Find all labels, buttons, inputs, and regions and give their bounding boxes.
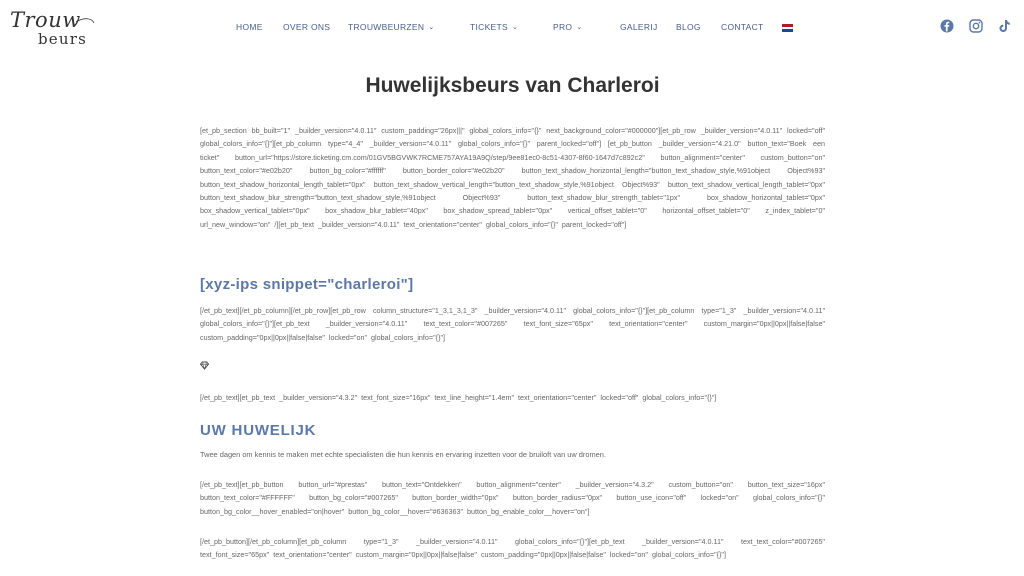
intro-text: Twee dagen om kennis te maken met echte specialisten die hun kennis en ervaring inzetten voor de bruiloft van uw dromen. — [200, 450, 606, 459]
huwelijk-heading: UW HUWELIJK — [200, 422, 317, 439]
nav-over-ons-label: OVER ONS — [283, 22, 331, 32]
nav-tickets[interactable] — [470, 22, 518, 32]
nav-blog[interactable] — [676, 22, 701, 32]
chevron-down-icon: ⌄ — [576, 24, 583, 31]
nav-home-label: HOME — [236, 22, 263, 32]
chevron-down-icon: ⌄ — [428, 24, 435, 31]
nav-blog-label: BLOG — [676, 22, 701, 32]
nav-over-ons[interactable] — [283, 22, 330, 32]
facebook-link[interactable] — [940, 19, 954, 33]
site-header — [0, 0, 1024, 56]
nav-tickets-label: TICKETS — [470, 22, 508, 32]
nav-contact-label: CONTACT — [721, 22, 764, 32]
nav-pro[interactable] — [553, 22, 583, 32]
chevron-down-icon: ⌄ — [512, 24, 519, 31]
instagram-link[interactable] — [969, 19, 983, 33]
page-title: Huwelijksbeurs van Charleroi — [365, 74, 660, 97]
nav-trouwbeurzen-label: TROUWBEURZEN — [348, 22, 425, 32]
diamond-icon — [200, 361, 209, 370]
nav-galerij-label: GALERIJ — [620, 22, 658, 32]
logo-line1: Trouw — [10, 8, 81, 32]
shortcode-block-3: [/et_pb_text][et_pb_text _builder_version="4.3.2" text_font_size="16px" text_line_height="1.4em" text_orientation="center" locked="off" global_colors_info="{}"] — [200, 393, 717, 402]
nav-trouwbeurzen[interactable] — [348, 22, 435, 32]
tiktok-icon — [998, 19, 1011, 33]
language-flag-nl[interactable] — [782, 24, 793, 32]
facebook-icon — [940, 19, 954, 33]
trouwbeurs-logo[interactable] — [10, 8, 102, 50]
snippet-heading: [xyz-ips snippet="charleroi"] — [200, 276, 414, 293]
shortcode-block-1: [et_pb_section bb_built="1" _builder_version="4.0.11" custom_padding="26px|||" global_colors_info="{}" next_background_color="#000000"][et_pb_row _builder_version="4.0.11" locked="off" global_colors_info="{}"][et_pb_column type="4_4" _builder_version="4.0.11" global_colors_info="{}" parent_locked="off"] [et_pb_button _builder_version="4.21.0" button_text="Boek een ticket" button_url="https://store.ticketing.cm.com/01GV5BGVWK7RCME757AYA19A9Q/step/9ee81ec0-8c51-4307-8f60-1647d7c892c2" button_alignment="center" custom_button="on" button_text_color="#e02b20" button_bg_color="#ffffff" button_border_color="#e02b20" button_text_shadow_horizontal_length="button_text_shadow_style,%91object Object%93" button_text_shadow_horizontal_length_tablet="0px" button_text_shadow_vertical_length="button_text_shadow_style,%91object Object%93" button_text_shadow_vertical_length_tablet="0px" button_text_shadow_blur_strength="button_text_shadow_style,%91object Object%93" button_text_shadow_blur_strength_tablet="1px" box_shadow_horizontal_tablet="0px" box_shadow_vertical_tablet="0px" box_shadow_blur_tablet="40px" box_shadow_spread_tablet="0px" vertical_offset_tablet="0" horizontal_offset_tablet="0" z_index_tablet="0" url_new_window="on" /][et_pb_text _builder_version="4.0.11" text_orientation="center" global_colors_info="{}" parent_locked="off"] — [200, 126, 825, 229]
shortcode-block-2: [/et_pb_text][/et_pb_column][/et_pb_row][et_pb_row column_structure="1_3,1_3,1_3" _builder_version="4.0.11" global_colors_info="{}"][et_pb_column type="1_3" _builder_version="4.0.11" global_colors_info="{}"][et_pb_text _builder_version="4.0.11" text_text_color="#007265" text_font_size="65px" text_orientation="center" custom_margin="0px||0px||false|false" custom_padding="0px||0px||false|false" locked="on" global_colors_info="{}"] — [200, 306, 825, 342]
nav-contact[interactable] — [721, 22, 764, 32]
logo-line2: beurs — [38, 30, 88, 48]
shortcode-block-4: [/et_pb_text][et_pb_button button_url="#prestas" button_text="Ontdekken" button_alignment="center" _builder_version="4.3.2" custom_button="on" button_text_size="16px" button_text_color="#FFFFFF" button_bg_color="#007265" button_border_width="0px" button_border_radius="0px" button_use_icon="off" locked="on" global_colors_info="{}" button_bg_color__hover_enabled="on|hover" button_bg_color__hover="#636363" button_bg_enable_color__hover="on"] — [200, 480, 825, 516]
tiktok-link[interactable] — [998, 19, 1011, 33]
flag-stripe-blue — [782, 29, 793, 32]
nav-home[interactable] — [236, 22, 263, 32]
instagram-icon — [969, 19, 983, 33]
nav-galerij[interactable] — [620, 22, 658, 32]
shortcode-block-5: [/et_pb_button][/et_pb_column][et_pb_column type="1_3" _builder_version="4.0.11" global_colors_info="{}"][et_pb_text _builder_version="4.0.11" text_text_color="#007265" text_font_size="65px" text_orientation="center" custom_margin="0px||0px||false|false" custom_padding="0px||0px||false|false" locked="on" global_colors_info="{}"] — [200, 537, 825, 560]
nav-pro-label: PRO — [553, 22, 573, 32]
